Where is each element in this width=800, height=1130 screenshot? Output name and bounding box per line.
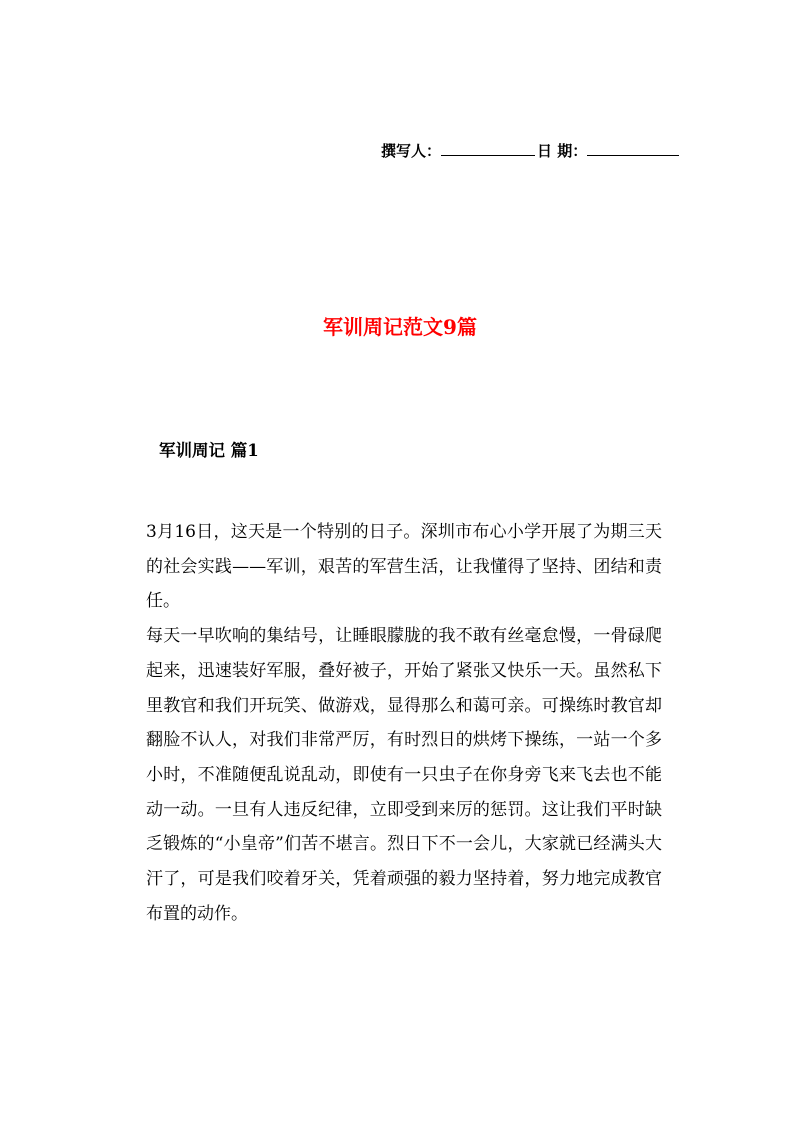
document-title: 军训周记范文9篇	[323, 315, 477, 339]
body-text	[146, 515, 662, 931]
paragraph-1: 3月16日，这天是一个特别的日子。深圳市布心小学开展了为期三天的社会实践——军训，艰苦的军营生活，让我懂得了坚持、团结和责任。	[146, 522, 662, 612]
date-label: 日 期：	[537, 142, 588, 160]
writer-blank	[441, 140, 535, 156]
writer-label: 撰写人：	[381, 142, 442, 160]
section-heading: 军训周记 篇1	[159, 441, 259, 460]
author-date-line	[381, 140, 679, 161]
paragraph-2: 每天一早吹响的集结号，让睡眼朦胧的我不敢有丝毫怠慢，一骨碌爬起来，迅速装好军服，叠好被子，开始了紧张又快乐一天。虽然私下里教官和我们开玩笑、做游戏，显得那么和蔼可亲。可操练时教官却翻脸不认人，对我们非常严厉，有时烈日的烘烤下操练，一站一个多小时，不准随便乱说乱动，即使有一只虫子在你身旁飞来飞去也不能动一动。一旦有人违反纪律，立即受到来厉的惩罚。这让我们平时缺乏锻炼的“小皇帝”们苦不堪言。烈日下不一会儿，大家就已经满头大汗了，可是我们咬着牙关，凭着顽强的毅力坚持着，努力地完成教官布置的动作。	[146, 626, 662, 924]
date-blank	[587, 140, 679, 156]
